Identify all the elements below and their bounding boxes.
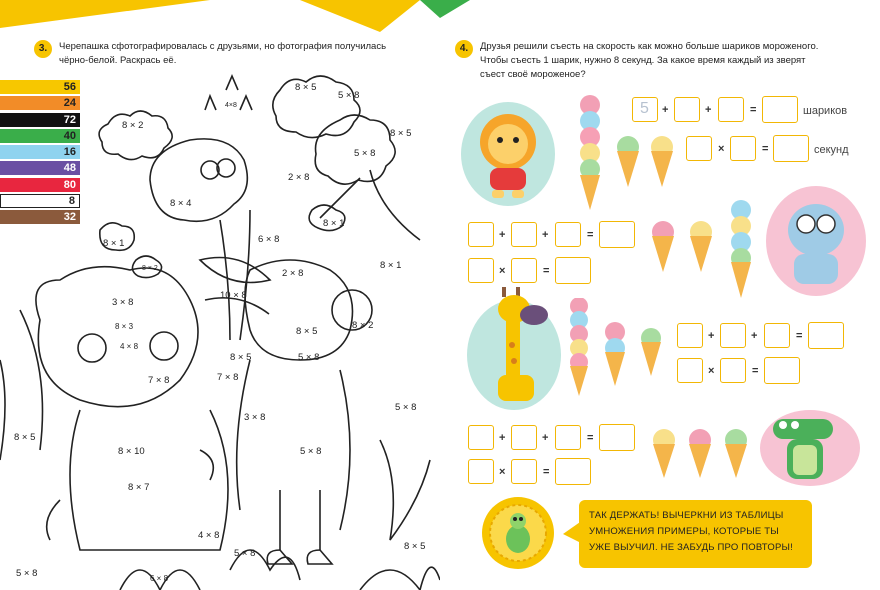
equals-sign: = [750, 104, 757, 116]
answer-box-result[interactable] [764, 357, 800, 384]
label-5x8: 5 × 8 [338, 90, 360, 101]
label-7x8: 7 × 8 [217, 372, 239, 383]
legend-row-24: 24 [0, 96, 80, 110]
times-sign: × [499, 265, 506, 277]
label-8x2: 8 × 2 [122, 120, 144, 131]
elephant-icon [776, 196, 856, 292]
label-8x4: 8 × 4 [170, 198, 192, 209]
label-8x5: 8 × 5 [296, 326, 318, 337]
legend-row-72: 72 [0, 113, 80, 127]
answer-box[interactable] [764, 323, 790, 348]
label-4x8: 4 × 8 [120, 342, 139, 351]
label-4x8: 4×8 [225, 102, 237, 109]
answer-box[interactable] [555, 425, 581, 450]
label-8x7: 8 × 7 [128, 482, 150, 493]
task-3-number: 3. [34, 40, 52, 58]
answer-box[interactable] [686, 136, 712, 161]
label-8x5: 8 × 5 [14, 432, 36, 443]
label-6x8: 6 × 8 [258, 234, 280, 245]
plus-sign: + [708, 330, 715, 342]
task-4-header [455, 40, 855, 82]
label-5x8: 5 × 8 [298, 352, 320, 363]
giraffe-head [150, 139, 247, 221]
label-5x8: 5 × 8 [354, 148, 376, 159]
answer-box[interactable] [555, 222, 581, 247]
answer-box[interactable] [468, 425, 494, 450]
equals-sign: = [587, 432, 594, 444]
times-sign: × [718, 143, 725, 155]
label-8x2: 8 × 2 [352, 320, 374, 331]
label-5x8: 5 × 8 [16, 568, 38, 579]
label-7x8: 7 × 8 [148, 375, 170, 386]
ice-cream-stack-crocodile [648, 428, 758, 488]
label-8x1: 8 × 1 [323, 218, 345, 229]
label-5x8: 5 × 8 [395, 402, 417, 413]
legend-row-80: 80 [0, 178, 80, 192]
label-8x5: 8 × 5 [390, 128, 412, 139]
crocodile-icon [765, 415, 855, 485]
equals-sign: = [762, 143, 769, 155]
bear-arms [47, 450, 214, 540]
times-sign: × [708, 365, 715, 377]
plus-sign: + [499, 229, 506, 241]
ice-cream-stack-lion [570, 95, 690, 215]
equals-sign: = [752, 365, 759, 377]
task-3-text: Черепашка сфотографировалась с друзьями, но фотография получилась чёрно-белой. Раскрась её. [59, 41, 387, 66]
lion-icon [468, 110, 548, 200]
label-8x5: 8 × 5 [404, 541, 426, 552]
answer-box[interactable] [718, 97, 744, 122]
bear-eye-right [150, 332, 178, 360]
answer-box-result[interactable] [599, 424, 635, 451]
bush-right [360, 440, 440, 590]
answer-box[interactable] [674, 97, 700, 122]
answer-box[interactable] [511, 425, 537, 450]
answer-box[interactable] [468, 222, 494, 247]
answer-box-result[interactable] [599, 221, 635, 248]
label-8x10: 8 × 10 [118, 446, 145, 457]
answer-box[interactable] [468, 459, 494, 484]
bear-eye-left [78, 334, 106, 362]
giraffe-neck [220, 210, 250, 340]
header-decoration [0, 0, 880, 40]
plus-sign: + [705, 104, 712, 116]
task-3-header [34, 40, 414, 68]
plus-sign: + [542, 432, 549, 444]
answer-box[interactable] [677, 323, 703, 348]
answer-box-result[interactable] [808, 322, 844, 349]
answer-box[interactable] [720, 323, 746, 348]
task-4-text: Друзья решили съесть на скорость как можно больше шариков мороженого. Чтобы съесть 1 шарик, нужно 8 секунд. За какое время каждый из зверят съест своё мороженое? [480, 41, 819, 80]
answer-box-result[interactable] [555, 257, 591, 284]
ice-cream-stack-giraffe [563, 298, 673, 398]
task-4-number: 4. [455, 40, 473, 58]
cloud-shape [99, 111, 172, 160]
answer-box[interactable] [511, 459, 537, 484]
bush-bottom [120, 550, 300, 590]
label-2x8: 2 × 8 [282, 268, 304, 279]
bear-body [70, 410, 228, 550]
plus-sign: + [499, 432, 506, 444]
label-8x3: 8 × 3 [115, 322, 134, 331]
legend-row-16: 16 [0, 145, 80, 159]
equals-sign: = [796, 330, 803, 342]
answer-box-result[interactable] [773, 135, 809, 162]
answer-box[interactable] [468, 258, 494, 283]
answer-box[interactable] [677, 358, 703, 383]
label-8x5: 8 × 5 [230, 352, 252, 363]
legend-row-56: 56 [0, 80, 80, 94]
label-10x8: 10 × 8 [220, 290, 247, 301]
plus-sign: + [542, 229, 549, 241]
answer-box[interactable] [730, 136, 756, 161]
answer-box[interactable] [511, 222, 537, 247]
label-8x2: 8 × 2 [142, 265, 158, 272]
plus-sign: + [751, 330, 758, 342]
equals-sign: = [587, 229, 594, 241]
label-8x5: 8 × 5 [295, 82, 317, 93]
answer-box[interactable] [511, 258, 537, 283]
label-3x8: 3 × 8 [112, 297, 134, 308]
turtle-medal-icon [480, 495, 560, 575]
label-6x8: 6 × 8 [150, 574, 169, 583]
balls-word: шариков [803, 105, 848, 117]
ice-cream-stack-elephant [645, 200, 765, 300]
example-value: 5 [640, 100, 649, 117]
answer-box-result[interactable] [762, 96, 798, 123]
giraffe-icon [488, 285, 558, 415]
equals-sign: = [543, 265, 550, 277]
legend-row-40: 40 [0, 129, 80, 143]
speech-bubble: ТАК ДЕРЖАТЬ! ВЫЧЕРКНИ ИЗ ТАБЛИЦЫ УМНОЖЕНИЯ ПРИМЕРЫ, КОТОРЫЕ ТЫ УЖЕ ВЫУЧИЛ. НЕ ЗАБУДЬ ПРО ПОВТОРЫ! [579, 500, 812, 568]
label-8x1: 8 × 1 [103, 238, 125, 249]
answer-box[interactable] [632, 97, 658, 122]
legend-row-48: 48 [0, 161, 80, 175]
equals-sign: = [543, 466, 550, 478]
label-5x8: 5 × 8 [234, 548, 256, 559]
answer-box-result[interactable] [555, 458, 591, 485]
label-3x8: 3 × 8 [244, 412, 266, 423]
plus-sign: + [662, 104, 669, 116]
legend-row-32: 32 [0, 210, 80, 224]
seconds-word: секунд [814, 144, 849, 156]
zebra-body [237, 360, 350, 550]
answer-box[interactable] [720, 358, 746, 383]
legend-row-8: 8 [0, 194, 80, 208]
label-2x8: 2 × 8 [288, 172, 310, 183]
label-4x8: 4 × 8 [198, 530, 220, 541]
label-8x1: 8 × 1 [380, 260, 402, 271]
times-sign: × [499, 466, 506, 478]
label-5x8: 5 × 8 [300, 446, 322, 457]
